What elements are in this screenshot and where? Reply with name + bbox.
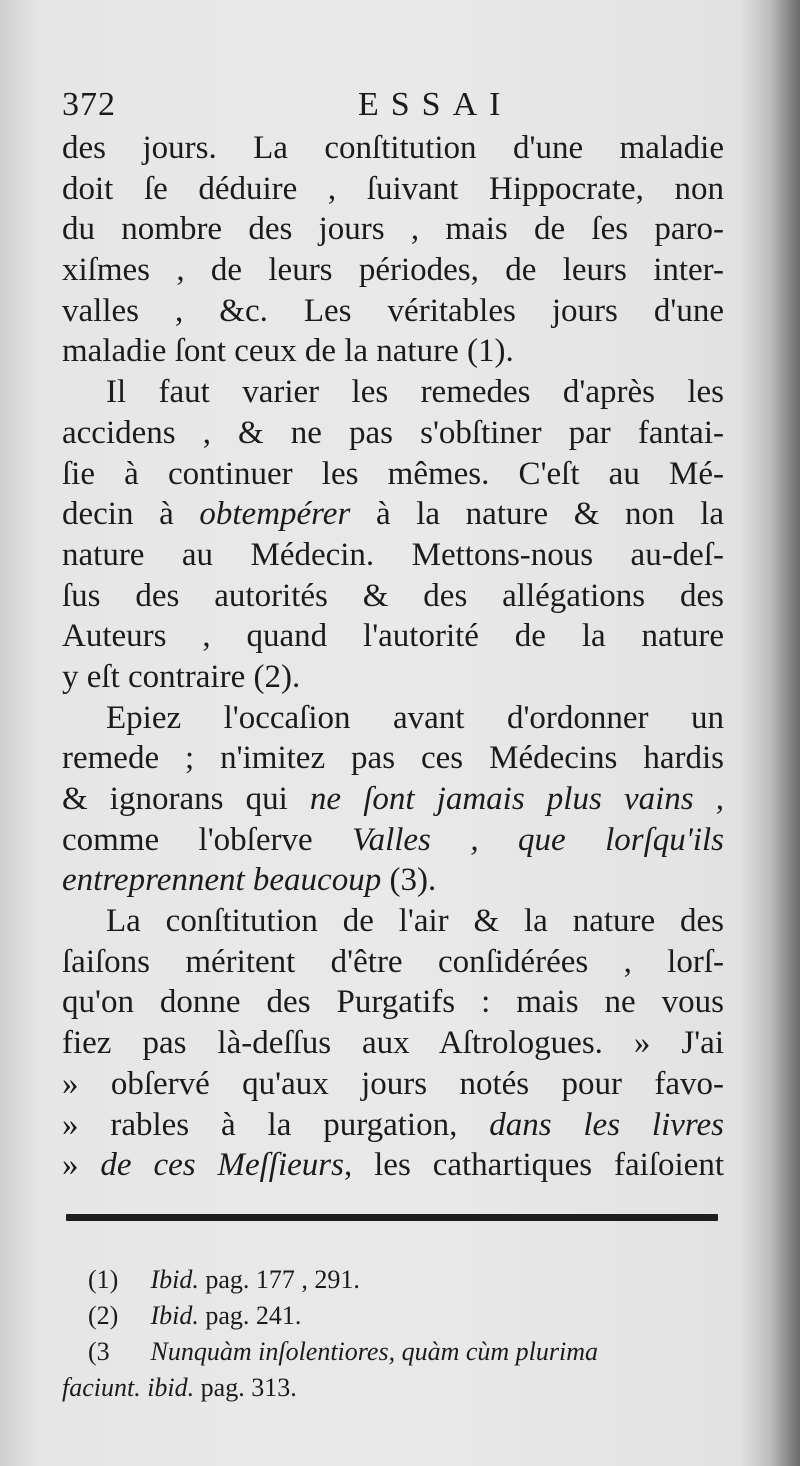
footnote-mark: (2) xyxy=(88,1301,119,1330)
footnote xyxy=(62,1334,730,1370)
footnote-continuation xyxy=(62,1370,730,1406)
footnote-ref: Nunquàm inſolentiores, quàm cùm plurima xyxy=(150,1337,599,1366)
text-line: ſie à continuer les mêmes. C'eſt au Mé- xyxy=(62,455,724,492)
text-line: remede ; n'imitez pas ces Médecins hardis xyxy=(62,740,724,777)
running-head xyxy=(62,86,722,126)
text-line: » obſervé qu'aux jours notés pour favo- xyxy=(62,1065,724,1102)
text-line: accidens , & ne pas s'obſtiner par fantai- xyxy=(62,414,724,451)
italic-phrase: Valles , que lorſqu'ils xyxy=(352,821,725,858)
text-line: comme l'obſerve Valles , que lorſqu'ils xyxy=(62,821,725,858)
text-line: » de ces Meſſieurs, les cathartiques faiſoient xyxy=(62,1147,724,1184)
italic-phrase: ne ſont jamais plus vains , xyxy=(309,781,725,817)
text-line: ſus des autorités & des allégations des xyxy=(62,577,724,614)
text-line: Il faut varier les remedes d'après les xyxy=(106,374,724,411)
text-line: fiez pas là-deſſus aux Aſtrologues. » J'ai xyxy=(62,1025,724,1062)
text-line: entreprennent beaucoup (3). xyxy=(62,862,437,899)
text-line: decin à obtempérer à la nature & non la xyxy=(62,496,725,533)
text-line: du nombre des jours , mais de ſes paro- xyxy=(62,211,724,248)
text-line: & ignorans qui ne ſont jamais plus vains , xyxy=(62,781,725,817)
footnote xyxy=(62,1262,730,1298)
text-line: La conſtitution de l'air & la nature des xyxy=(106,903,724,940)
text-line: des jours. La conſtitution d'une maladie xyxy=(62,130,724,166)
body-text xyxy=(62,128,724,1186)
text-line: y eſt contraire (2). xyxy=(62,658,301,695)
footnote-ref: Ibid. xyxy=(150,1265,199,1294)
footnote-text: pag. 313. xyxy=(200,1373,297,1402)
text-line: Auteurs , quand l'autorité de la nature xyxy=(62,618,724,655)
text-line: doit ſe déduire , ſuivant Hippocrate, non xyxy=(62,170,724,207)
footnote-mark: (3 xyxy=(88,1337,110,1366)
italic-phrase: dans les livres xyxy=(489,1106,724,1143)
text-line: ſaiſons méritent d'être conſidérées , lorſ- xyxy=(62,943,724,980)
text-line: nature au Médecin. Mettons-nous au-deſ- xyxy=(62,536,724,573)
italic-word: obtempérer xyxy=(199,496,351,533)
page-number: 372 xyxy=(62,86,116,123)
text-line: » rables à la purgation, dans les livres xyxy=(62,1106,724,1143)
footnote-mark: (1) xyxy=(88,1265,119,1294)
text-line: Epiez l'occaſion avant d'ordonner un xyxy=(106,699,724,736)
footnotes xyxy=(62,1262,730,1406)
running-title: ESSAI xyxy=(358,86,513,123)
text-line: xiſmes , de leurs périodes, de leurs inter- xyxy=(62,252,724,289)
footnote-divider xyxy=(66,1214,718,1221)
text-line: maladie ſont ceux de la nature (1). xyxy=(62,333,514,370)
footnote xyxy=(62,1298,730,1334)
footnote-text: pag. 177 , 291. xyxy=(205,1265,360,1294)
italic-phrase: de ces Meſſieurs xyxy=(100,1147,344,1184)
footnote-text: pag. 241. xyxy=(205,1301,302,1330)
footnote-ref: Ibid. xyxy=(150,1301,199,1330)
footnote-ref: faciunt. ibid. xyxy=(62,1373,195,1402)
text-line: qu'on donne des Purgatifs : mais ne vous xyxy=(62,984,724,1021)
italic-phrase: entreprennent beaucoup xyxy=(62,862,382,899)
text-line: valles , &c. Les véritables jours d'une xyxy=(62,292,724,329)
